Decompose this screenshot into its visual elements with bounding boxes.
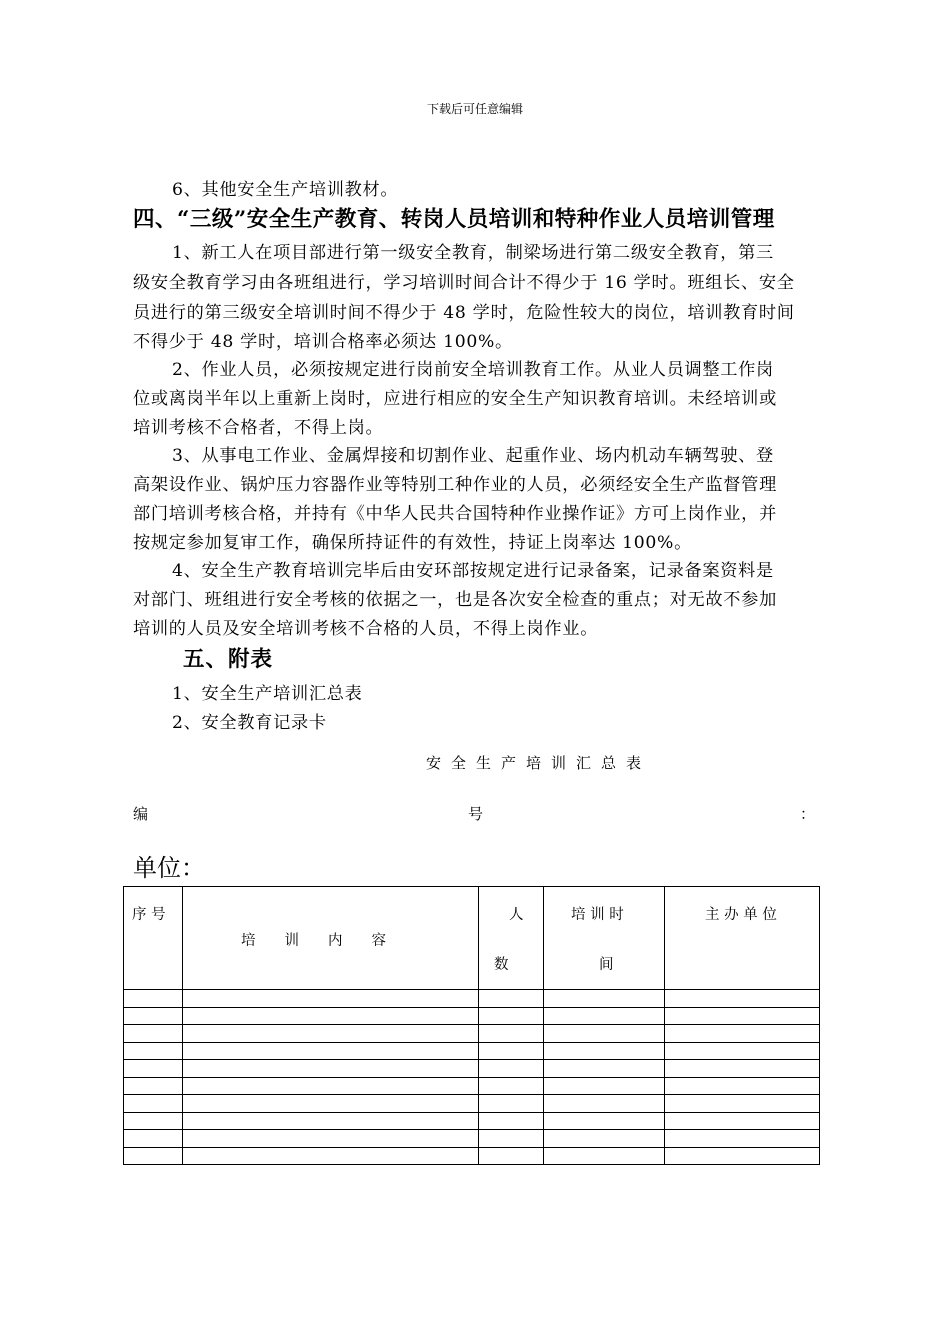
table-cell[interactable] bbox=[183, 990, 479, 1008]
page-header-note: 下载后可任意编辑 bbox=[426, 102, 523, 116]
table-row bbox=[124, 1025, 820, 1043]
table-cell[interactable] bbox=[479, 1025, 544, 1043]
section-5-title: 五、附表 bbox=[183, 647, 274, 672]
paragraph-2-line-2: 位或离岗半年以上重新上岗时，应进行相应的安全生产知识教育培训。未经培训或 bbox=[133, 389, 777, 409]
table-row bbox=[124, 1042, 820, 1060]
table-cell[interactable] bbox=[479, 1147, 544, 1165]
table-cell[interactable] bbox=[479, 1060, 544, 1078]
table-title: 安全生产培训汇总表 bbox=[426, 754, 652, 772]
table-cell[interactable] bbox=[183, 1007, 479, 1025]
table-cell[interactable] bbox=[183, 1147, 479, 1165]
code-label-colon: ： bbox=[800, 805, 816, 823]
header-seq: 序 号 bbox=[132, 907, 166, 923]
table-cell[interactable] bbox=[479, 1007, 544, 1025]
table-cell[interactable] bbox=[544, 1095, 665, 1113]
paragraph-1-line-3: 员进行的第三级安全培训时间不得少于 48 学时，危险性较大的岗位，培训教育时间 bbox=[133, 303, 795, 323]
code-label-part-1: 编 bbox=[133, 805, 149, 823]
table-cell[interactable] bbox=[665, 1095, 820, 1113]
table-cell[interactable] bbox=[124, 1007, 183, 1025]
table-cell[interactable] bbox=[479, 1077, 544, 1095]
paragraph-1-line-2: 级安全教育学习由各班组进行，学习培训时间合计不得少于 16 学时。班组长、安全 bbox=[133, 273, 795, 293]
section-4-title: 四、“三级”安全生产教育、转岗人员培训和特种作业人员培训管理 bbox=[133, 207, 775, 232]
paragraph-1-line-4: 不得少于 48 学时，培训合格率必须达 100%。 bbox=[133, 332, 513, 352]
table-cell[interactable] bbox=[124, 1112, 183, 1130]
table-cell[interactable] bbox=[183, 1112, 479, 1130]
table-row bbox=[124, 1130, 820, 1148]
table-row bbox=[124, 1095, 820, 1113]
header-count-bottom: 数 bbox=[494, 957, 509, 973]
header-org: 主 办 单 位 bbox=[705, 907, 777, 923]
table-cell[interactable] bbox=[544, 1130, 665, 1148]
table-row bbox=[124, 1077, 820, 1095]
header-time-bottom: 间 bbox=[599, 957, 614, 973]
table-cell[interactable] bbox=[124, 1077, 183, 1095]
list-item-training-materials: 6、其他安全生产培训教材。 bbox=[172, 180, 399, 200]
table-cell[interactable] bbox=[544, 1025, 665, 1043]
paragraph-4-line-3: 培训的人员及安全培训考核不合格的人员，不得上岗作业。 bbox=[133, 619, 599, 639]
table-cell[interactable] bbox=[124, 1025, 183, 1043]
table-cell[interactable] bbox=[665, 1007, 820, 1025]
table-header-row bbox=[124, 887, 820, 990]
table-cell[interactable] bbox=[183, 1042, 479, 1060]
table-cell[interactable] bbox=[665, 1042, 820, 1060]
paragraph-4-line-2: 对部门、班组进行安全考核的依据之一，也是各次安全检查的重点；对无故不参加 bbox=[133, 590, 777, 610]
table-cell[interactable] bbox=[183, 1095, 479, 1113]
table-cell[interactable] bbox=[183, 1060, 479, 1078]
table-cell[interactable] bbox=[124, 1147, 183, 1165]
paragraph-3-line-2: 高架设作业、锅炉压力容器作业等特别工种作业的人员，必须经安全生产监督管理 bbox=[133, 475, 777, 495]
table-cell[interactable] bbox=[183, 1130, 479, 1148]
table-row bbox=[124, 1060, 820, 1078]
header-count-top: 人 bbox=[509, 907, 524, 923]
paragraph-1-line-1: 1、新工人在项目部进行第一级安全教育，制梁场进行第二级安全教育，第三 bbox=[172, 243, 774, 263]
paragraph-4-line-1: 4、安全生产教育培训完毕后由安环部按规定进行记录备案，记录备案资料是 bbox=[172, 561, 774, 581]
table-cell[interactable] bbox=[544, 1042, 665, 1060]
unit-label: 单位： bbox=[133, 854, 205, 882]
table-cell[interactable] bbox=[124, 1060, 183, 1078]
attachment-item-2: 2、安全教育记录卡 bbox=[172, 713, 327, 733]
table-cell[interactable] bbox=[544, 1077, 665, 1095]
table-row bbox=[124, 1007, 820, 1025]
table-cell[interactable] bbox=[665, 1025, 820, 1043]
header-org-cell bbox=[665, 887, 820, 990]
table-cell[interactable] bbox=[665, 1112, 820, 1130]
table-row bbox=[124, 1147, 820, 1165]
table-row bbox=[124, 990, 820, 1008]
header-content: 培 训 内 容 bbox=[241, 933, 386, 949]
header-seq-cell bbox=[124, 887, 183, 990]
table-cell[interactable] bbox=[544, 1147, 665, 1165]
paragraph-3-line-4: 按规定参加复审工作，确保所持证件的有效性，持证上岗率达 100%。 bbox=[133, 533, 692, 553]
header-count-cell bbox=[479, 887, 544, 990]
table-cell[interactable] bbox=[544, 1060, 665, 1078]
table-cell[interactable] bbox=[544, 1007, 665, 1025]
table-cell[interactable] bbox=[665, 1130, 820, 1148]
header-time-cell bbox=[544, 887, 665, 990]
table-cell[interactable] bbox=[544, 990, 665, 1008]
header-time-top: 培 训 时 bbox=[571, 907, 624, 923]
table-cell[interactable] bbox=[665, 990, 820, 1008]
table-cell[interactable] bbox=[183, 1077, 479, 1095]
header-content-cell bbox=[183, 887, 479, 990]
table-cell[interactable] bbox=[479, 1130, 544, 1148]
table-cell[interactable] bbox=[124, 990, 183, 1008]
table-row bbox=[124, 1112, 820, 1130]
table-cell[interactable] bbox=[544, 1112, 665, 1130]
table-cell[interactable] bbox=[665, 1077, 820, 1095]
table-cell[interactable] bbox=[479, 1112, 544, 1130]
table-cell[interactable] bbox=[665, 1147, 820, 1165]
attachment-item-1: 1、安全生产培训汇总表 bbox=[172, 684, 363, 704]
paragraph-3-line-1: 3、从事电工作业、金属焊接和切割作业、起重作业、场内机动车辆驾驶、登 bbox=[172, 446, 774, 466]
table-cell[interactable] bbox=[124, 1130, 183, 1148]
paragraph-3-line-3: 部门培训考核合格，并持有《中华人民共合国特种作业操作证》方可上岗作业，并 bbox=[133, 504, 777, 524]
code-label-part-2: 号 bbox=[468, 805, 484, 823]
table-cell[interactable] bbox=[124, 1095, 183, 1113]
table-cell[interactable] bbox=[479, 1095, 544, 1113]
table-cell[interactable] bbox=[479, 990, 544, 1008]
table-cell[interactable] bbox=[665, 1060, 820, 1078]
training-summary-table bbox=[123, 886, 820, 1165]
paragraph-2-line-1: 2、作业人员，必须按规定进行岗前安全培训教育工作。从业人员调整工作岗 bbox=[172, 360, 774, 380]
table-cell[interactable] bbox=[479, 1042, 544, 1060]
table-cell[interactable] bbox=[183, 1025, 479, 1043]
paragraph-2-line-3: 培训考核不合格者，不得上岗。 bbox=[133, 418, 384, 438]
table-cell[interactable] bbox=[124, 1042, 183, 1060]
